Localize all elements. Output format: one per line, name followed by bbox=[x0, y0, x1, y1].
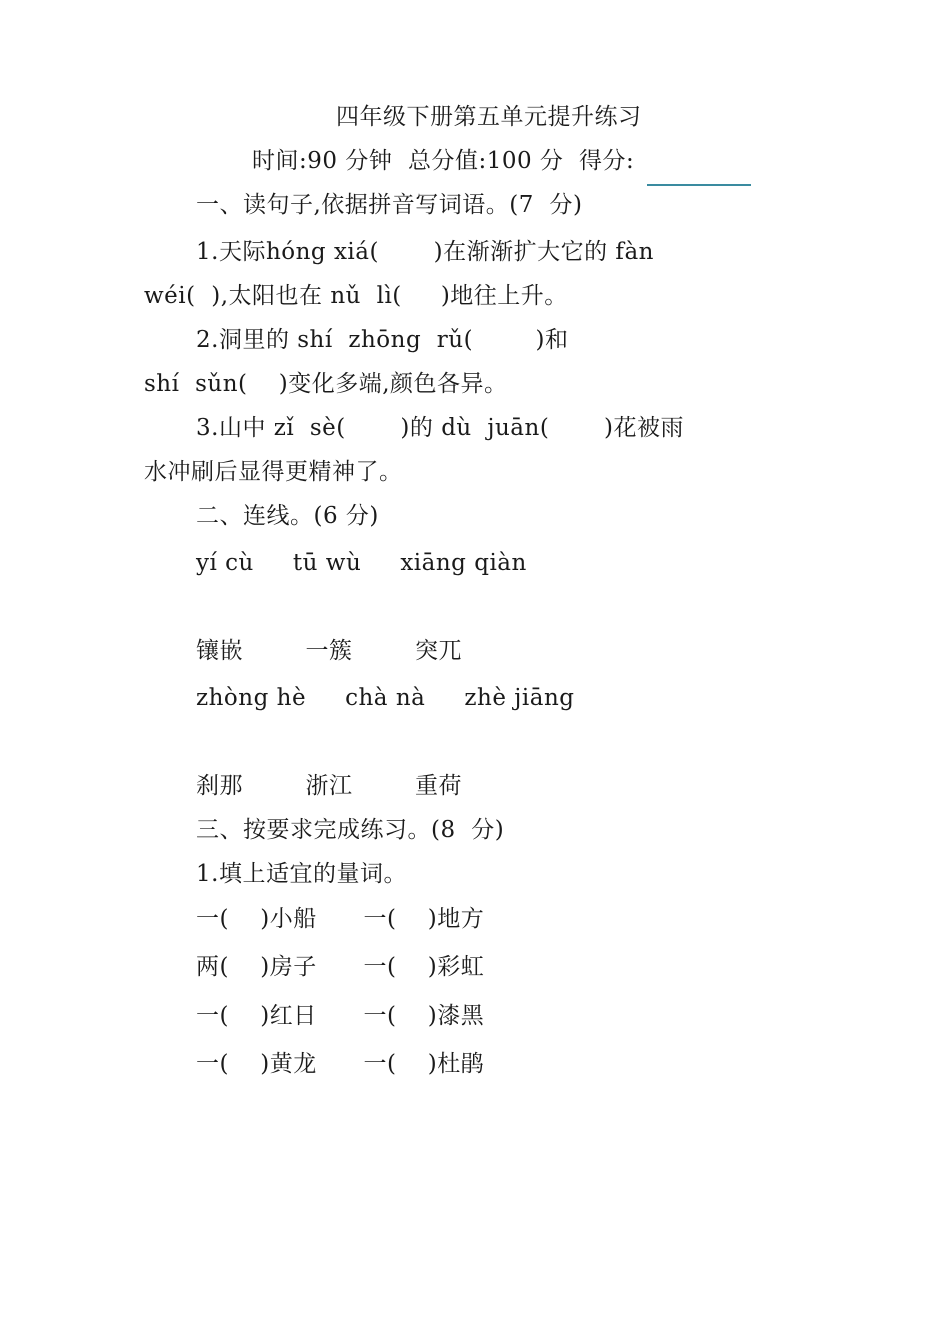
q3-line1: 3.山中 zǐ sè( )的 dù juān( )花被雨 bbox=[196, 415, 684, 441]
words-row-1: 镶嵌 一簇 突兀 bbox=[196, 638, 462, 664]
measure-word-row: 一( )红日 一( )漆黑 bbox=[196, 1003, 485, 1029]
q1-line1: 1.天际hóng xiá( )在渐渐扩大它的 fàn bbox=[196, 239, 654, 265]
exam-meta: 时间:90 分钟 总分值:100 分 得分: bbox=[252, 148, 635, 174]
q1-line2: wéi( ),太阳也在 nǔ lì( )地往上升。 bbox=[144, 283, 568, 309]
pinyin-row-1: yí cù tū wù xiāng qiàn bbox=[196, 550, 527, 576]
section2-heading: 二、连线。(6 分) bbox=[196, 503, 379, 529]
measure-word-row: 两( )房子 一( )彩虹 bbox=[196, 954, 485, 980]
q2-line1: 2.洞里的 shí zhōng rǔ( )和 bbox=[196, 327, 569, 353]
pinyin-row-2: zhòng hè chà nà zhè jiāng bbox=[196, 685, 575, 711]
section3-heading: 三、按要求完成练习。(8 分) bbox=[196, 817, 505, 843]
words-row-2: 刹那 浙江 重荷 bbox=[196, 773, 462, 799]
score-blank bbox=[647, 184, 751, 186]
measure-word-row: 一( )小船 一( )地方 bbox=[196, 906, 485, 932]
q3-line2: 水冲刷后显得更精神了。 bbox=[144, 459, 403, 485]
q2-line2: shí sǔn( )变化多端,颜色各异。 bbox=[144, 371, 508, 397]
section3-sub1: 1.填上适宜的量词。 bbox=[196, 861, 407, 887]
measure-word-row: 一( )黄龙 一( )杜鹃 bbox=[196, 1051, 485, 1077]
section1-heading: 一、读句子,依据拼音写词语。(7 分) bbox=[196, 192, 583, 218]
page-title: 四年级下册第五单元提升练习 bbox=[336, 104, 642, 130]
